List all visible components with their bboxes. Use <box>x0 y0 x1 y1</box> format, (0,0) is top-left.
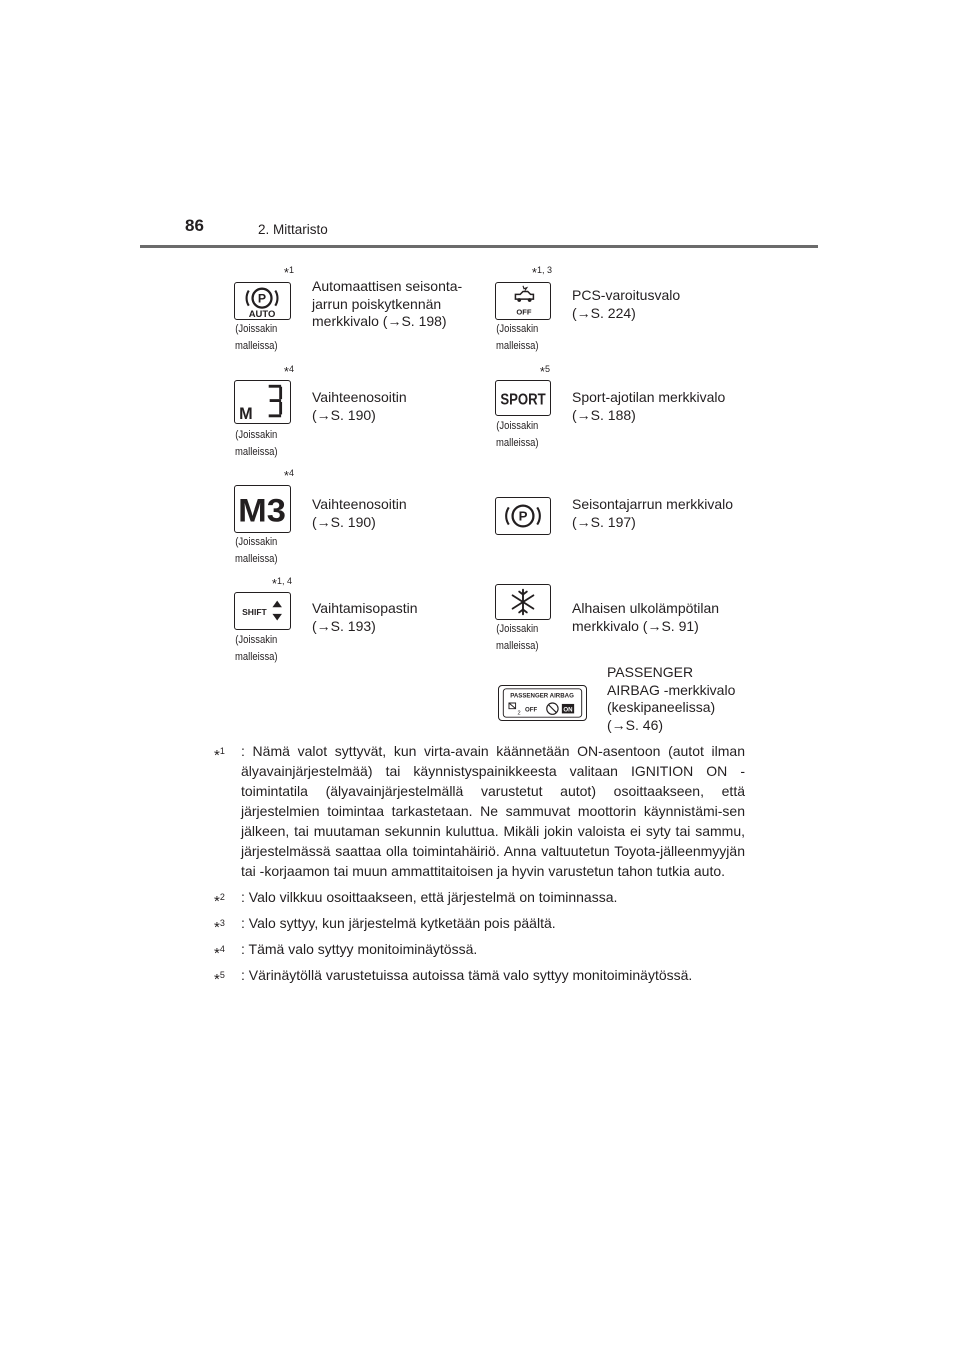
footnote <box>214 913 745 936</box>
footnote-marker: *$^5$ <box>539 364 550 379</box>
svg-text:M: M <box>239 405 253 424</box>
svg-text:PASSENGER AIRBAG: PASSENGER AIRBAG <box>510 692 574 700</box>
footnote-marker: *$^5$ <box>214 970 225 988</box>
footnote-text: : Värinäytöllä varustetuissa autoissa tämä valo syttyy monitoiminäytössä. <box>241 967 693 983</box>
availability-note: (Joissakin malleissa) <box>235 536 278 565</box>
footnote <box>214 939 745 962</box>
footnote-text: : Valo syttyy, kun järjestelmä kytketään pois päältä. <box>241 915 556 931</box>
svg-text:2: 2 <box>517 710 521 717</box>
svg-text:M3: M3 <box>238 492 286 529</box>
svg-text:OFF: OFF <box>525 706 538 714</box>
svg-text:SPORT: SPORT <box>500 390 546 409</box>
availability-note: (Joissakin malleissa) <box>496 420 539 449</box>
pcs-off-icon <box>495 282 551 320</box>
indicator-description: Automaattisen seisonta- jarrun poiskytkennän merkkivalo (→S. 198) <box>312 278 463 329</box>
footnote-text: : Nämä valot syttyvät, kun virta-avain käännetään ON-asentoon (autot ilman älyavainjärjestelmää) tai käynnistyspainikkeesta valitaan IGNITION ON -toimintatila (älyavainjärjestelmällä varustetut autot) osoittaakseen, että järjestelmien toimintaa tarkastetaan. Ne sammuvat moottorin käynnistämi-sen jälkeen, tai muutaman sekunnin kuluttua. Mikäli jokin valoista ei syty tai sammu, järjestelmässä saattaa olla toimintahäiriö. Anna valtuutetun Toyota-jälleenmyyjän tai -korjaamon tai muun ammattitaitoisen ja hyvin varustetun tahon tutkia auto. <box>241 743 745 879</box>
availability-note: (Joissakin malleissa) <box>235 634 278 663</box>
parking-brake-icon <box>495 497 551 535</box>
availability-note: (Joissakin malleissa) <box>235 429 278 458</box>
indicator-description: Vaihteenosoitin (→S. 190) <box>312 389 407 423</box>
svg-text:ON: ON <box>563 706 573 714</box>
footnote-marker: *$^{1, 3}$ <box>531 265 552 280</box>
footnote-text: : Tämä valo syttyy monitoiminäytössä. <box>241 941 478 957</box>
indicator-description: PASSENGER AIRBAG -merkkivalo (keskipaneelissa) (→S. 46) <box>607 664 736 733</box>
gear-m3-icon <box>234 380 291 424</box>
header-rule <box>140 245 818 248</box>
indicator-description: Vaihtamisopastin (→S. 193) <box>312 600 418 634</box>
sport-mode-icon <box>495 380 551 416</box>
availability-note: (Joissakin malleissa) <box>496 323 539 352</box>
indicator-description: Sport-ajotilan merkkivalo (→S. 188) <box>572 389 726 423</box>
footnote <box>214 965 745 988</box>
svg-text:OFF: OFF <box>516 307 532 317</box>
footnote-text: : Valo vilkkuu osoittaakseen, että järjestelmä on toiminnassa. <box>241 889 618 905</box>
footnote-marker: *$^4$ <box>214 944 225 962</box>
page-number: 86 <box>185 216 204 235</box>
footnote-marker: *$^4$ <box>283 364 294 379</box>
snowflake-icon <box>495 584 551 620</box>
section-title: 2. Mittaristo <box>258 222 328 237</box>
gear-m3-bold-icon <box>234 485 291 533</box>
svg-text:P: P <box>518 508 528 524</box>
parking-brake-auto-icon <box>234 282 291 320</box>
indicator-description: Vaihteenosoitin (→S. 190) <box>312 496 407 530</box>
svg-text:SHIFT: SHIFT <box>242 606 267 617</box>
footnote-marker: *$^1$ <box>214 746 225 764</box>
passenger-airbag-icon <box>498 685 587 721</box>
footnote-marker: *$^2$ <box>214 892 225 910</box>
footnote-marker: *$^4$ <box>283 468 294 483</box>
footnote-marker: *$^3$ <box>214 918 225 936</box>
footnote-marker: *$^1$ <box>283 265 294 280</box>
svg-text:AUTO: AUTO <box>248 309 276 321</box>
availability-note: (Joissakin malleissa) <box>235 323 278 352</box>
footnote-marker: *$^{1, 4}$ <box>271 576 292 591</box>
svg-text:P: P <box>257 291 267 306</box>
footnote <box>214 887 745 910</box>
shift-indicator-icon <box>234 592 291 630</box>
footnote <box>214 741 745 881</box>
footnotes <box>214 741 745 991</box>
indicator-description: Alhaisen ulkolämpötilan merkkivalo (→S. 91) <box>572 600 720 634</box>
indicator-description: PCS-varoitusvalo (→S. 224) <box>572 287 681 321</box>
availability-note: (Joissakin malleissa) <box>496 623 539 652</box>
indicator-description: Seisontajarrun merkkivalo (→S. 197) <box>572 496 734 530</box>
